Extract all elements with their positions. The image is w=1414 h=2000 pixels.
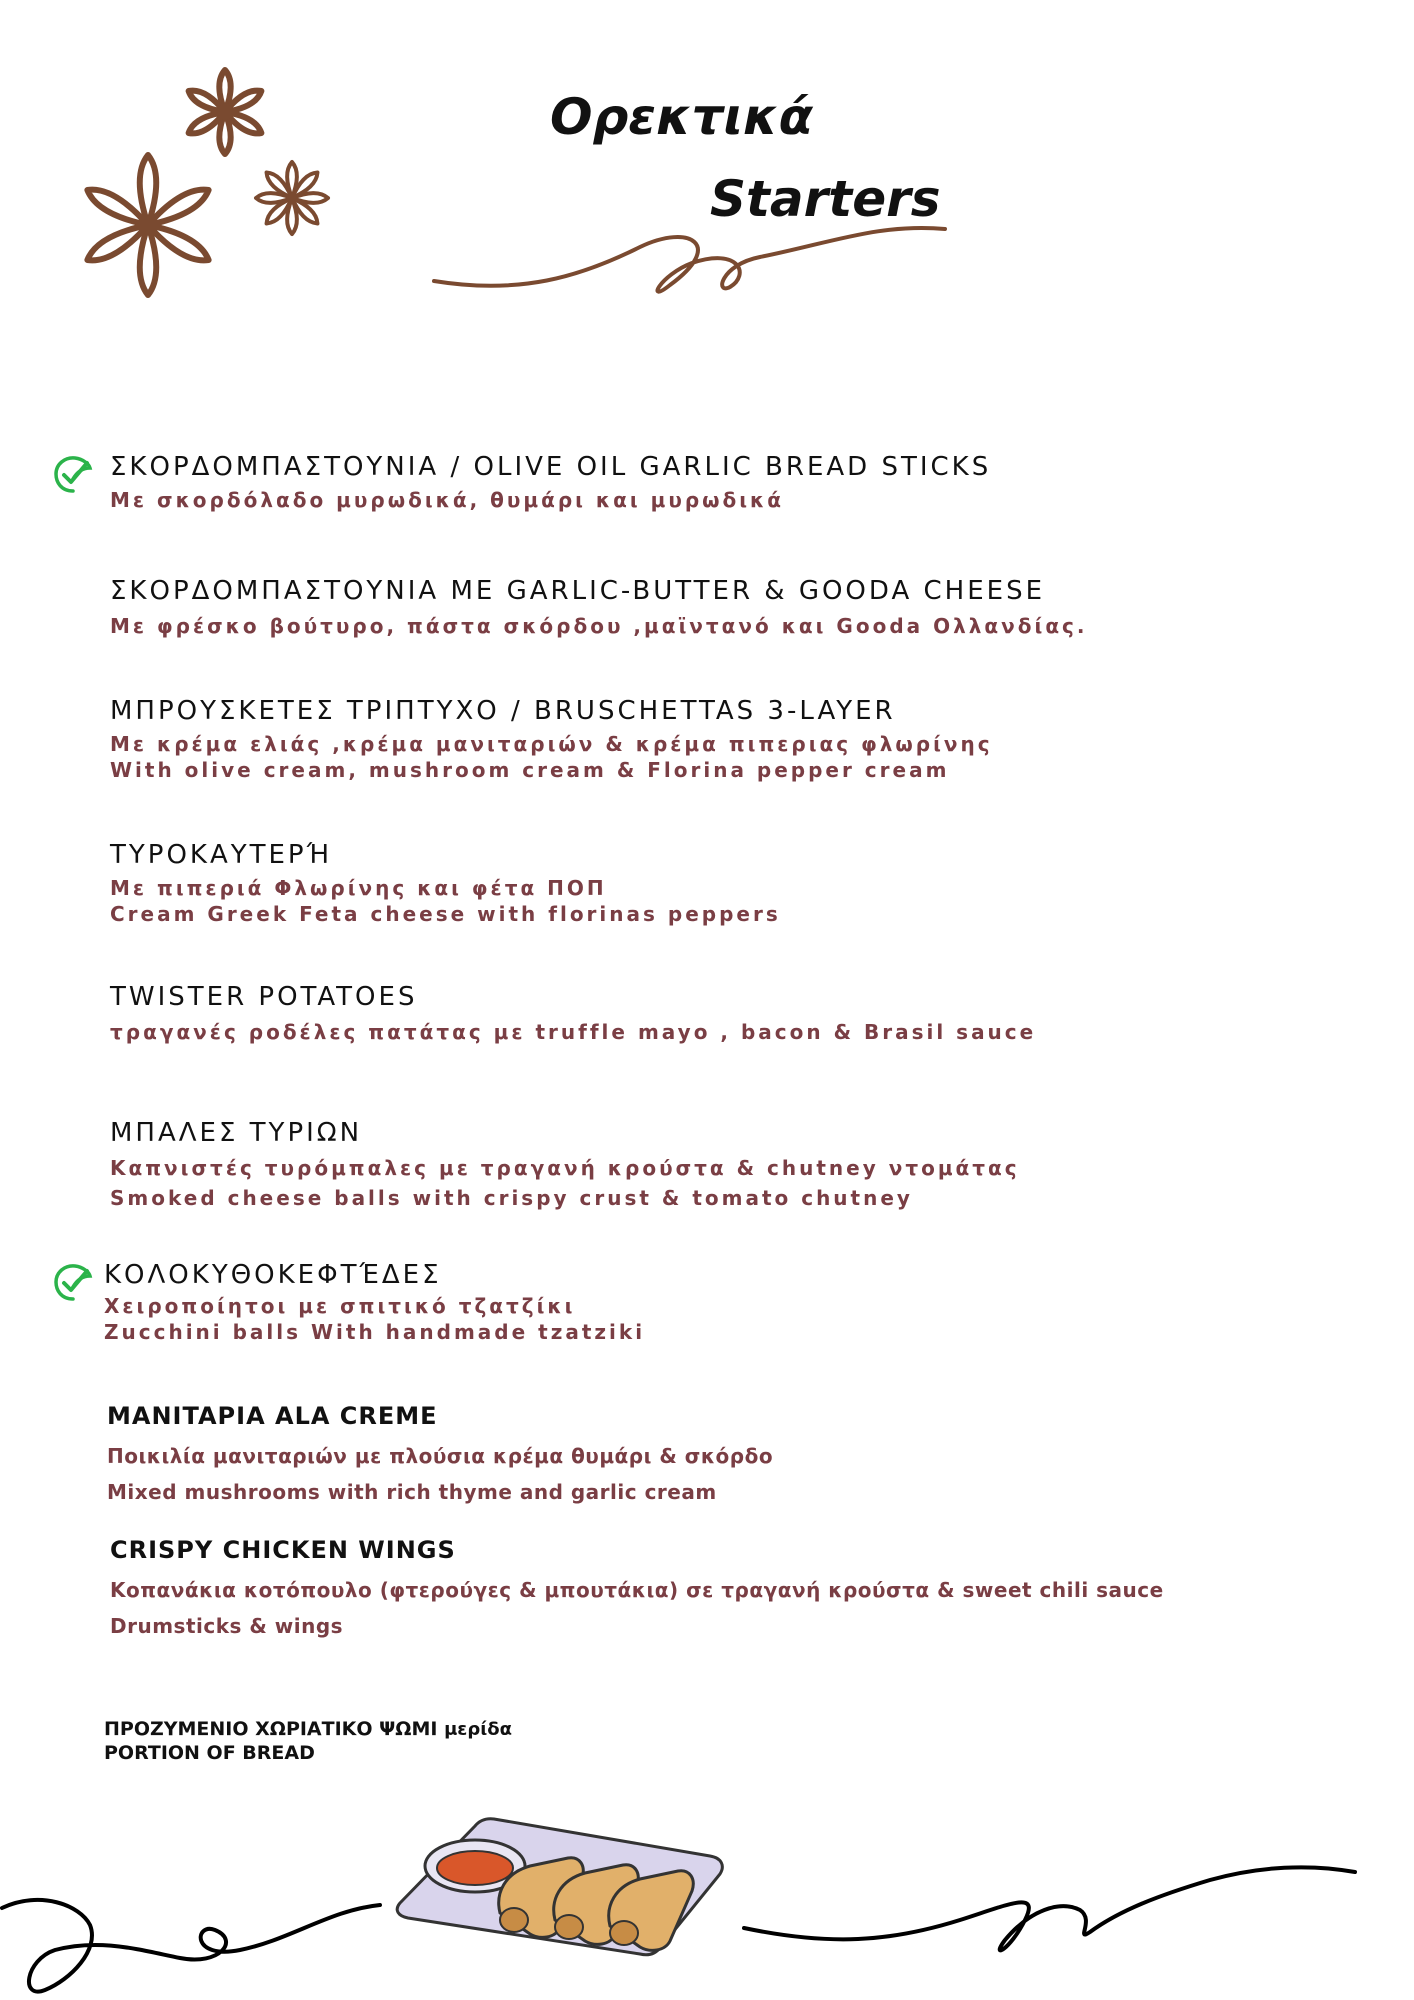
item-name: MANITAPIA ALA CREME <box>107 1402 438 1430</box>
item-description: Zucchini balls With handmade tzatziki <box>104 1320 646 1344</box>
item-name: ΣΚΟΡΔΟΜΠΑΣΤΟΥΝΙΑ / OLIVE OIL GARLIC BREAD STICKS <box>110 452 992 482</box>
item-description: Κοπανάκια κοτόπουλο (φτερούγες & μπουτάκια) σε τραγανή κρούστα & sweet chili sauce <box>110 1578 1164 1602</box>
item-description: With olive cream, mushroom cream & Florina pepper cream <box>110 758 950 782</box>
item-name: ΜΠΡΟΥΣΚΕΤΕΣ ΤΡΙΠΤΥΧΟ / BRUSCHETTAS 3-LAYER <box>110 696 896 726</box>
item-description: Με πιπεριά Φλωρίνης και φέτα ΠΟΠ <box>110 876 607 900</box>
item-name: ΣΚΟΡΔΟΜΠΑΣΤΟΥΝΙΑ ΜΕ GARLIC-BUTTER & GOODA CHEESE <box>110 576 1046 606</box>
item-name: CRISPY CHICKEN WINGS <box>110 1536 456 1564</box>
title-greek: Ορεκτικά <box>550 88 813 146</box>
item-description: Smoked cheese balls with crispy crust & tomato chutney <box>110 1186 913 1210</box>
bread-line-english: PORTION OF BREAD <box>104 1742 315 1764</box>
item-name: ΤΥΡΟΚΑΥΤΕΡΉ <box>110 840 333 870</box>
item-description: Χειροποίητοι με σπιτικό τζατζίκι <box>104 1294 576 1318</box>
item-description: Με κρέμα ελιάς ,κρέμα μανιταριών & κρέμα πιπεριας φλωρίνης <box>110 732 993 756</box>
flower-icon <box>40 50 360 330</box>
swirl-decoration <box>430 215 950 315</box>
swirl-decoration <box>0 1850 420 2000</box>
bread-portion: μερίδα <box>444 1719 512 1740</box>
bread-line <box>104 1718 512 1740</box>
item-description: Mixed mushrooms with rich thyme and garlic cream <box>107 1480 717 1504</box>
item-name: TWISTER POTATOES <box>110 982 418 1012</box>
item-description: Cream Greek Feta cheese with florinas peppers <box>110 902 781 926</box>
item-description: Με σκορδόλαδο μυρωδικά, θυμάρι και μυρωδικά <box>110 488 785 512</box>
item-description: Drumsticks & wings <box>110 1614 344 1638</box>
check-leaf-icon <box>53 454 93 494</box>
item-name: ΚΟΛΟΚΥΘΟΚΕΦΤΈΔΕΣ <box>104 1260 442 1290</box>
title-english: Starters <box>710 170 941 228</box>
item-description: τραγανές ροδέλες πατάτας με truffle mayo , bacon & Brasil sauce <box>110 1020 1037 1044</box>
item-description: Καπνιστές τυρόμπαλες με τραγανή κρούστα & chutney ντομάτας <box>110 1156 1020 1180</box>
check-leaf-icon <box>53 1262 93 1302</box>
spring-rolls-plate-icon <box>390 1808 740 1958</box>
bread-title: ΠΡΟΖΥΜΕΝΙΟ ΧΩΡΙΑΤΙΚΟ ΨΩΜΙ <box>104 1718 438 1740</box>
item-description: Ποικιλία μανιταριών με πλούσια κρέμα θυμάρι & σκόρδο <box>107 1444 774 1468</box>
item-name: ΜΠΑΛΕΣ ΤΥΡΙΩΝ <box>110 1118 363 1148</box>
swirl-decoration <box>740 1850 1360 1990</box>
item-description: Με φρέσκο βούτυρο, πάστα σκόρδου ,μαϊντανό και Gooda Ολλανδίας. <box>110 614 1088 638</box>
